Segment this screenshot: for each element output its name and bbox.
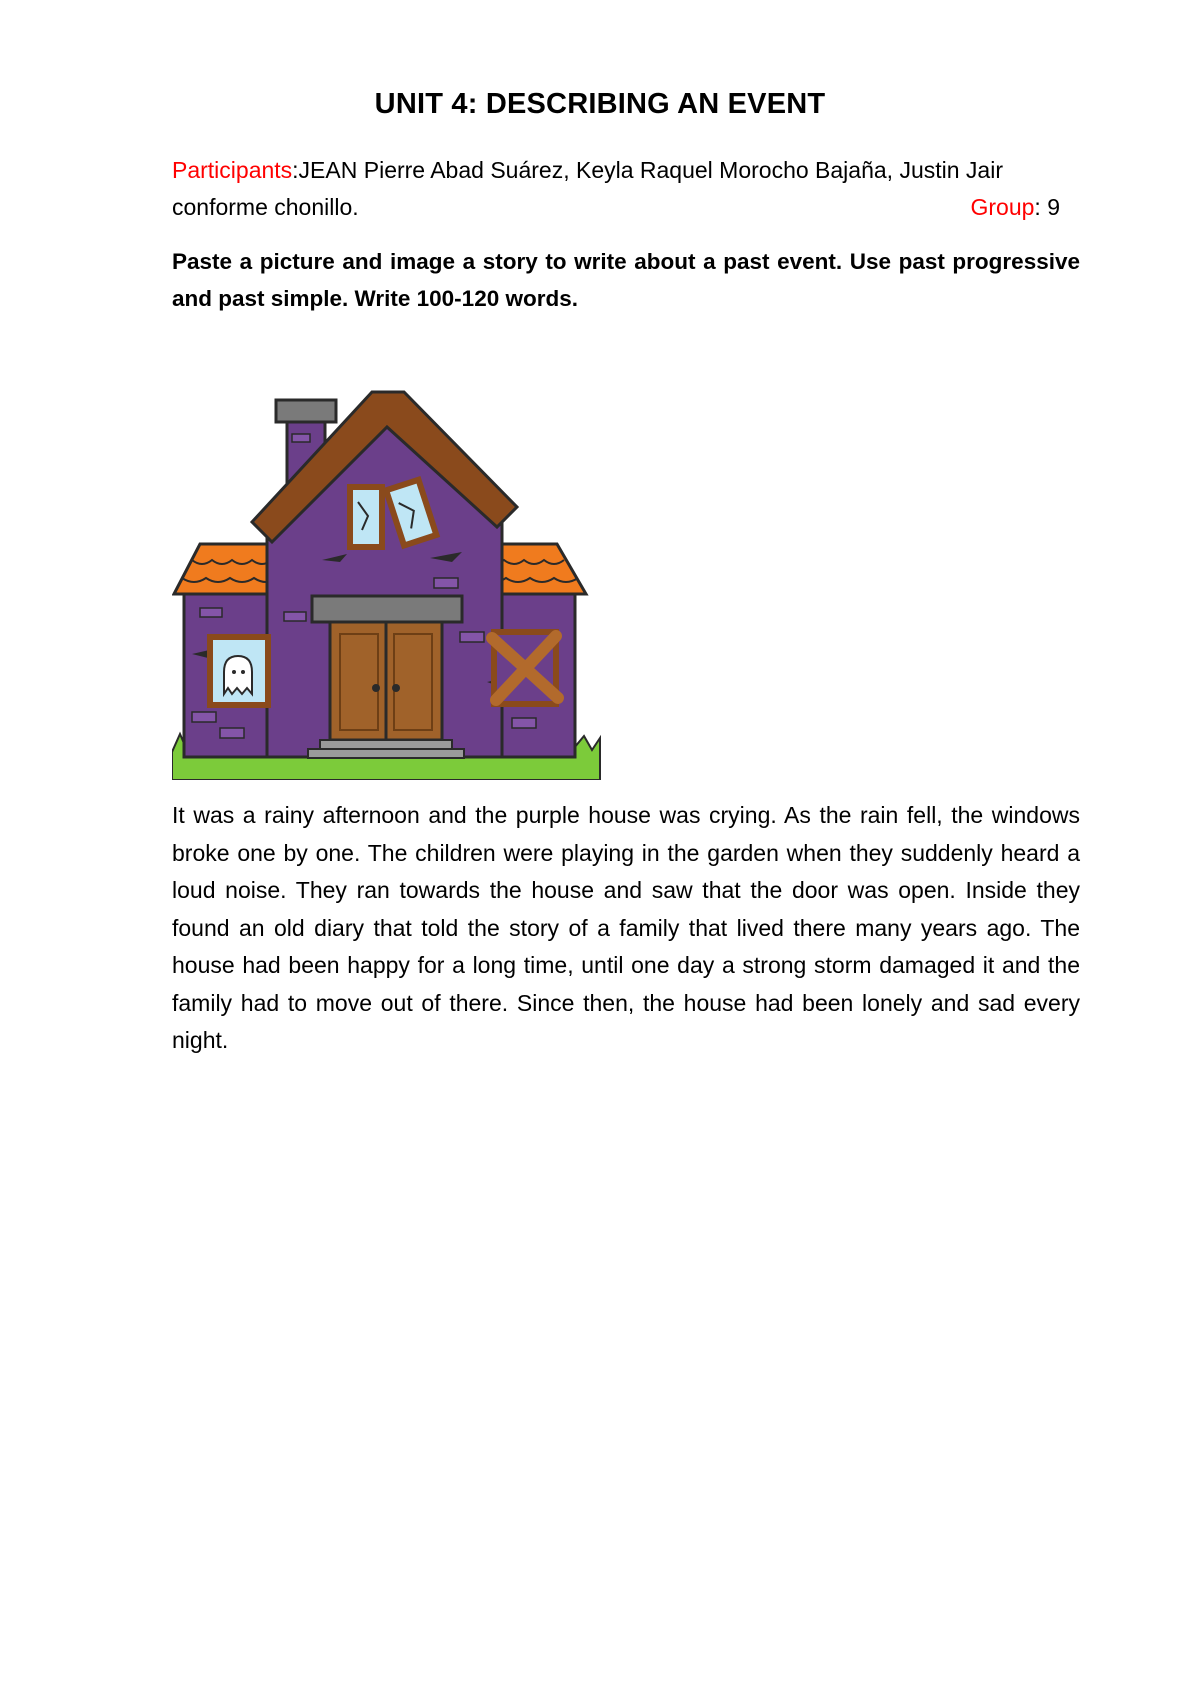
group-value: : 9 — [1034, 194, 1060, 220]
participants-block — [172, 152, 1080, 226]
haunted-house-icon — [172, 382, 602, 780]
page-title: UNIT 4: DESCRIBING AN EVENT — [374, 88, 826, 120]
group-label: Group — [970, 194, 1035, 220]
instructions-text: Paste a picture and image a story to write about a past event. Use past progressive and past simple. Write 100-120 words. — [172, 249, 1080, 311]
participants-names-continued: conforme chonillo. — [172, 194, 359, 220]
participants-line-1 — [172, 152, 1080, 189]
group-info — [970, 189, 1060, 226]
participants-label: Participants — [172, 157, 293, 183]
participants-names: :JEAN Pierre Abad Suárez, Keyla Raquel Morocho Bajaña, Justin Jair — [292, 157, 1003, 183]
participants-line-2 — [172, 189, 1080, 226]
story-paragraph: It was a rainy afternoon and the purple house was crying. As the rain fell, the windows broke one by one. The children were playing in the garden when they suddenly heard a loud noise. They ran towards the house and saw that the door was open. Inside they found an old diary that told the story of a family that lived there many years ago. The house had been happy for a long time, until one day a strong storm damaged it and the family had to move out of there. Since then, the house had been lonely and sad every night. — [172, 802, 1080, 1053]
